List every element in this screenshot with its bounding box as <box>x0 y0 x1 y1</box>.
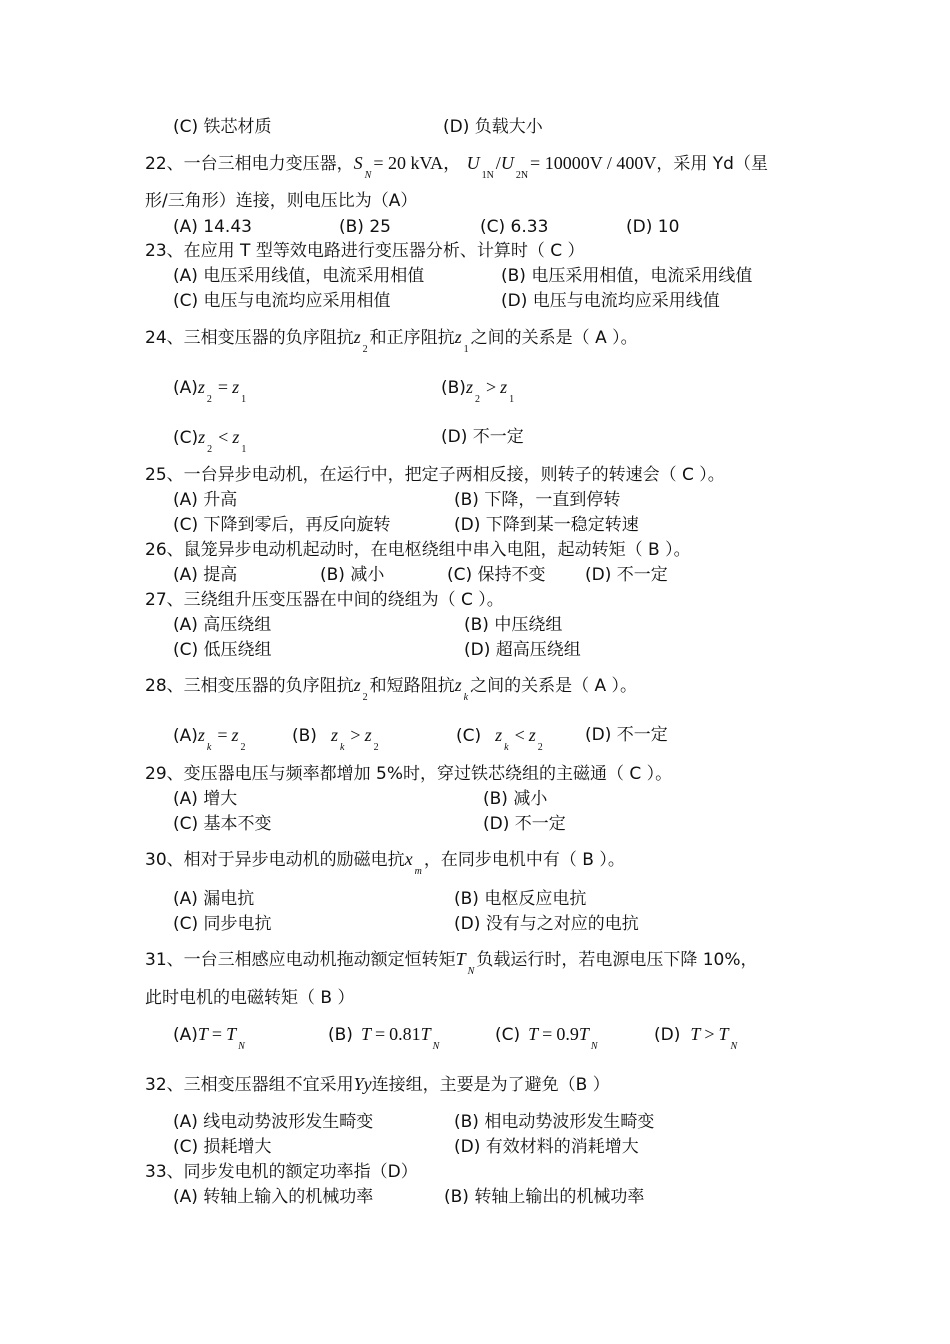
q23-option-b: (B) 电压采用相值，电流采用线值 <box>501 266 753 286</box>
question-30-stem <box>145 848 625 877</box>
q23-option-d: (D) 电压与电流均应采用线值 <box>501 291 720 311</box>
question-26-stem: 26、鼠笼异步电动机起动时，在电枢绕组中串入电阻，起动转矩（ B ）。 <box>145 540 691 560</box>
q28-c-op: < <box>514 725 525 745</box>
q26-option-a: (A) 提高 <box>173 565 238 585</box>
q29-option-c: (C) 基本不变 <box>173 814 272 834</box>
q24-mid: 和正序阻抗 <box>369 328 455 348</box>
q31-option-a-label: (A) <box>173 1025 198 1045</box>
q24-option-a <box>173 376 248 405</box>
q28-c-z: z <box>495 725 503 745</box>
q28-zk-symbol: z <box>454 675 462 695</box>
q31-c-op: = <box>542 1024 553 1044</box>
q29-option-b: (B) 减小 <box>483 789 548 809</box>
q24-a-op: = <box>217 377 229 397</box>
q25-option-a: (A) 升高 <box>173 490 238 510</box>
q28-option-a-label: (A) <box>173 726 198 746</box>
q24-suffix: 之间的关系是（ A ）。 <box>470 328 638 348</box>
question-31-stem <box>145 948 758 977</box>
q28-option-c-label: (C) <box>456 726 482 746</box>
question-28-stem <box>145 674 638 703</box>
q22-option-c: (C) 6.33 <box>480 217 549 237</box>
q22-u1-symbol: U <box>466 153 480 173</box>
q22-u2-symbol: U <box>500 153 514 173</box>
q30-x-symbol: x <box>404 849 413 869</box>
q27-option-b: (B) 中压绕组 <box>464 615 563 635</box>
q28-c-subk: k <box>504 742 509 753</box>
q28-option-a <box>173 724 248 753</box>
question-24-stem <box>145 326 638 355</box>
q22-option-a: (A) 14.43 <box>173 217 252 237</box>
q28-c-z2: z <box>528 725 536 745</box>
q22-option-d: (D) 10 <box>626 217 680 237</box>
q28-a-z: z <box>197 725 205 745</box>
q31-option-b-label: (B) <box>328 1025 353 1045</box>
q24-b-z: z <box>465 377 473 397</box>
q24-z1-symbol: z <box>454 327 462 347</box>
q28-prefix: 28、三相变压器的负序阻抗 <box>145 676 354 696</box>
q30-x-subscript: m <box>414 866 422 877</box>
q28-b-z2: z <box>364 725 372 745</box>
q28-option-b <box>292 724 381 753</box>
q32-option-b: (B) 相电动势波形发生畸变 <box>454 1112 655 1132</box>
question-25-stem: 25、一台异步电动机，在运行中，把定子两相反接，则转子的转速会（ C ）。 <box>145 465 725 485</box>
question-27-stem: 27、三绕组升压变压器在中间的绕组为（ C ）。 <box>145 590 504 610</box>
q24-b-op: > <box>485 377 497 397</box>
q22-slash: / <box>495 153 501 173</box>
question-32-stem <box>145 1073 610 1096</box>
question-29-stem: 29、变压器电压与频率都增加 5%时，穿过铁芯绕组的主磁通（ C ）。 <box>145 764 673 784</box>
q31-a-op: = <box>211 1024 223 1044</box>
q28-b-subk: k <box>339 742 345 753</box>
q32-option-a: (A) 线电动势波形发生畸变 <box>173 1112 374 1132</box>
q27-option-d: (D) 超高压绕组 <box>464 640 581 660</box>
q32-option-d: (D) 有效材料的消耗增大 <box>454 1137 639 1157</box>
q24-a-z1: z <box>232 377 240 397</box>
q32-connection: Yy <box>353 1074 372 1094</box>
question-23-stem: 23、在应用 T 型等效电路进行变压器分析、计算时（ C ） <box>145 241 585 261</box>
q24-z1-subscript: 1 <box>463 344 469 355</box>
q28-option-b-label: (B) <box>292 726 317 746</box>
q24-option-b <box>441 376 516 405</box>
q24-option-b-label: (B) <box>441 378 466 398</box>
q28-option-d: (D) 不一定 <box>585 725 668 745</box>
q24-prefix: 24、三相变压器的负序阻抗 <box>145 328 354 348</box>
q32-prefix: 32、三相变压器组不宜采用 <box>145 1075 354 1095</box>
q31-a-t: T <box>197 1024 208 1044</box>
q28-a-op: = <box>217 725 228 745</box>
q21-option-c: (C) 铁芯材质 <box>173 117 272 137</box>
q31-c-sub: N <box>590 1041 598 1052</box>
q31-b-tn: T <box>420 1024 431 1044</box>
q24-a-z: z <box>197 377 205 397</box>
q28-zk-subscript: k <box>463 692 469 703</box>
q31-t-subscript: N <box>467 966 475 977</box>
q31-d-t: T <box>690 1024 701 1044</box>
q31-option-c <box>495 1023 600 1052</box>
q31-d-op: > <box>704 1024 715 1044</box>
q28-b-z: z <box>330 725 338 745</box>
q31-option-d <box>654 1023 739 1052</box>
q31-d-tn: T <box>718 1024 729 1044</box>
q28-a-z2: z <box>231 725 239 745</box>
q22-prefix: 22、一台三相电力变压器， <box>145 154 354 174</box>
q33-option-a: (A) 转轴上输入的机械功率 <box>173 1187 374 1207</box>
q30-suffix: ，在同步电机中有（ B ）。 <box>423 850 625 870</box>
q30-option-a: (A) 漏电抗 <box>173 889 255 909</box>
q31-b-op: = <box>374 1024 386 1044</box>
q31-a-tn: T <box>226 1024 237 1044</box>
q31-c-coef: 0.9 <box>556 1024 579 1044</box>
q24-a-sub2: 2 <box>206 394 212 405</box>
q24-c-op: < <box>218 427 229 447</box>
q27-option-c: (C) 低压绕组 <box>173 640 272 660</box>
q24-c-z1: z <box>232 427 240 447</box>
question-31-line2: 此时电机的电磁转矩（ B ） <box>145 988 355 1008</box>
q31-option-c-label: (C) <box>495 1025 521 1045</box>
q31-a-sub: N <box>238 1041 245 1052</box>
q31-t-symbol: T <box>455 949 466 969</box>
q31-c-tn: T <box>578 1024 589 1044</box>
q31-c-t: T <box>528 1024 539 1044</box>
q31-option-b <box>328 1023 441 1052</box>
q31-d-sub: N <box>730 1041 738 1052</box>
q31-b-coef: 0.81 <box>389 1024 421 1044</box>
q24-b-sub2: 2 <box>474 394 480 405</box>
q32-option-c: (C) 损耗增大 <box>173 1137 272 1157</box>
q28-b-op: > <box>350 725 361 745</box>
q24-option-c <box>173 426 248 455</box>
q22-option-b: (B) 25 <box>339 217 391 237</box>
q32-suffix: 连接组，主要是为了避免（B ） <box>371 1075 610 1095</box>
q24-option-d: (D) 不一定 <box>441 427 524 447</box>
q24-z2-subscript: 2 <box>362 344 368 355</box>
q29-option-a: (A) 增大 <box>173 789 238 809</box>
q31-prefix: 31、一台三相感应电动机拖动额定恒转矩 <box>145 950 456 970</box>
q29-option-d: (D) 不一定 <box>483 814 566 834</box>
q25-option-b: (B) 下降，一直到停转 <box>454 490 621 510</box>
q24-a-sub1: 1 <box>241 394 247 405</box>
q28-b-sub2: 2 <box>373 742 379 753</box>
q26-option-d: (D) 不一定 <box>585 565 668 585</box>
q30-option-d: (D) 没有与之对应的电抗 <box>454 914 639 934</box>
q21-option-d: (D) 负载大小 <box>443 117 543 137</box>
q28-suffix: 之间的关系是（ A ）。 <box>470 676 638 696</box>
q27-option-a: (A) 高压绕组 <box>173 615 272 635</box>
q28-z2-symbol: z <box>353 675 361 695</box>
q24-c-z: z <box>198 427 206 447</box>
q33-option-b: (B) 转轴上输出的机械功率 <box>444 1187 645 1207</box>
q22-s-symbol: S <box>353 153 363 173</box>
q23-option-a: (A) 电压采用线值，电流采用相值 <box>173 266 425 286</box>
q24-b-sub1: 1 <box>509 394 515 405</box>
question-33-stem: 33、同步发电机的额定功率指（D） <box>145 1162 418 1182</box>
q31-option-a <box>173 1023 247 1052</box>
q22-u-value: = 10000V / 400V <box>530 153 657 173</box>
q30-option-c: (C) 同步电抗 <box>173 914 272 934</box>
q26-option-b: (B) 减小 <box>320 565 385 585</box>
q23-option-c: (C) 电压与电流均应采用相值 <box>173 291 391 311</box>
q24-b-z1: z <box>500 377 508 397</box>
q28-a-subk: k <box>206 742 212 753</box>
q31-b-sub: N <box>432 1041 440 1052</box>
q28-z2-subscript: 2 <box>362 692 368 703</box>
q24-z2-symbol: z <box>353 327 361 347</box>
q28-a-sub2: 2 <box>240 742 246 753</box>
q28-c-sub2: 2 <box>537 742 543 753</box>
q24-option-c-label: (C) <box>173 428 199 448</box>
q31-option-d-label: (D) <box>654 1025 681 1045</box>
q30-option-b: (B) 电枢反应电抗 <box>454 889 587 909</box>
q22-s-value: = 20 kVA， <box>373 153 462 173</box>
q22-u1-subscript: 1N <box>481 170 494 181</box>
q30-prefix: 30、相对于异步电动机的励磁电抗 <box>145 850 405 870</box>
q22-s-subscript: N <box>364 170 372 181</box>
question-22-line2: 形/三角形）连接，则电压比为（A） <box>145 191 418 211</box>
q31-b-t: T <box>360 1024 371 1044</box>
question-22-stem <box>145 152 768 181</box>
q28-option-c <box>456 724 545 753</box>
q31-suffix: 负载运行时，若电源电压下降 10%， <box>476 950 758 970</box>
q25-option-c: (C) 下降到零后，再反向旋转 <box>173 515 391 535</box>
q22-u2-subscript: 2N <box>515 170 529 181</box>
q22-suffix: ，采用 Yd（星 <box>656 154 768 174</box>
q28-mid: 和短路阻抗 <box>369 676 455 696</box>
q24-option-a-label: (A) <box>173 378 198 398</box>
q24-c-sub1: 1 <box>241 444 247 455</box>
q26-option-c: (C) 保持不变 <box>447 565 546 585</box>
q24-c-sub2: 2 <box>207 444 213 455</box>
q25-option-d: (D) 下降到某一稳定转速 <box>454 515 639 535</box>
